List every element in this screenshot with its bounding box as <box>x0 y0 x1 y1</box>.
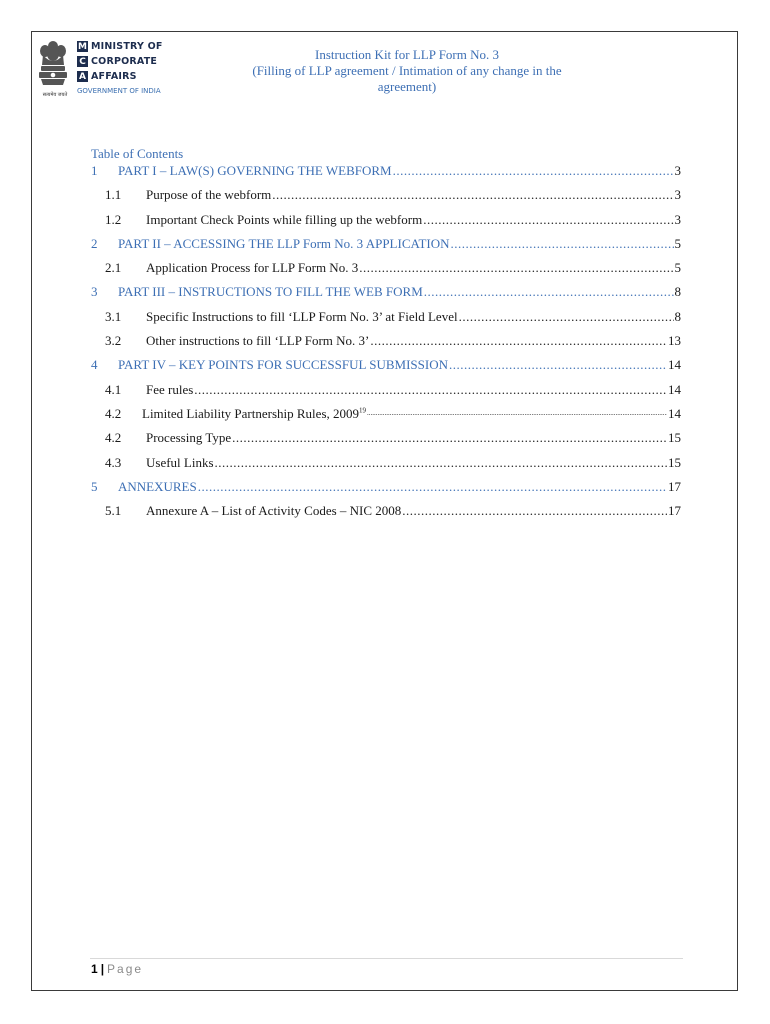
mca-word: CORPORATE <box>91 56 158 67</box>
dot-leader <box>451 236 674 252</box>
toc-entry-title: Fee rules <box>146 381 194 397</box>
footer-separator: | <box>100 962 105 976</box>
footnote-reference: 19 <box>359 406 367 415</box>
toc-entry[interactable] <box>91 309 681 333</box>
document-page <box>31 31 738 991</box>
toc-entry-number: 5 <box>91 478 98 494</box>
toc-entry-title <box>142 406 366 422</box>
toc-entry-title: Specific Instructions to fill ‘LLP Form No. 3’ at Field Level <box>146 308 458 324</box>
toc-entry-number: 2.1 <box>105 260 122 276</box>
toc-entry-page: 8 <box>674 284 681 300</box>
toc-entry-number: 4.3 <box>105 454 122 470</box>
toc-entry[interactable] <box>91 187 681 211</box>
toc-entry-title-text: Limited Liability Partnership Rules, 2009 <box>142 405 360 421</box>
table-of-contents <box>91 163 681 527</box>
toc-entry-page: 3 <box>674 187 681 203</box>
title-line: agreement) <box>377 79 437 94</box>
page-label: Page <box>107 962 144 976</box>
toc-entry-title: Application Process for LLP Form No. 3 <box>146 260 359 276</box>
toc-entry-page: 17 <box>668 478 681 494</box>
page-footer <box>91 962 143 976</box>
toc-entry-number: 3.2 <box>105 333 122 349</box>
toc-entry-number: 4.2 <box>105 405 122 421</box>
dot-leader <box>449 357 667 373</box>
dot-leader <box>402 503 667 519</box>
toc-entry-title: ANNEXURES <box>118 478 197 494</box>
mca-line <box>77 55 163 68</box>
dot-leader <box>367 406 667 422</box>
toc-entry-number: 5.1 <box>105 503 122 519</box>
toc-entry-number: 1 <box>91 163 98 178</box>
toc-entry-page: 15 <box>668 430 681 446</box>
toc-entry-number: 3.1 <box>105 308 122 324</box>
toc-entry-page: 3 <box>674 211 681 227</box>
mca-letter-box: C <box>77 56 88 67</box>
toc-entry-title: PART II – ACCESSING THE LLP Form No. 3 APPLICATION <box>118 235 450 251</box>
government-of-india-label: GOVERNMENT OF INDIA <box>77 87 161 95</box>
mca-line <box>77 40 163 53</box>
dot-leader <box>423 212 673 228</box>
mca-letter-box: M <box>78 41 87 52</box>
mca-line <box>77 70 163 83</box>
toc-entry[interactable] <box>91 260 681 284</box>
toc-entry[interactable] <box>91 382 681 406</box>
page-number: 1 <box>91 962 98 976</box>
dot-leader <box>215 455 667 471</box>
toc-entry-page: 17 <box>668 503 681 519</box>
toc-entry-page: 13 <box>668 333 681 349</box>
toc-entry-page: 14 <box>668 405 681 421</box>
mca-wordmark <box>77 40 163 85</box>
toc-entry-page: 3 <box>674 163 681 178</box>
toc-entry[interactable] <box>91 406 681 430</box>
dot-leader <box>194 382 667 398</box>
toc-entry[interactable] <box>91 236 681 260</box>
mca-letter-box: A <box>77 71 88 82</box>
emblem-caption: सत्यमेव जयते <box>42 92 68 98</box>
toc-entry[interactable] <box>91 333 681 357</box>
toc-entry[interactable] <box>91 163 681 187</box>
document-title <box>232 47 582 95</box>
toc-entry[interactable] <box>91 455 681 479</box>
dot-leader <box>459 309 674 325</box>
title-line: (Filling of LLP agreement / Intimation of any change in the <box>252 63 562 78</box>
dot-leader <box>424 284 674 300</box>
toc-entry-title: Processing Type <box>146 430 232 446</box>
national-emblem-icon <box>35 37 71 99</box>
toc-entry-title: Important Check Points while filling up the webform <box>146 211 423 227</box>
toc-entry-page: 5 <box>674 235 681 251</box>
toc-entry-title: Useful Links <box>146 454 214 470</box>
toc-entry-page: 5 <box>674 260 681 276</box>
toc-entry-page: 8 <box>674 308 681 324</box>
dot-leader <box>272 187 673 203</box>
toc-entry-title: PART IV – KEY POINTS FOR SUCCESSFUL SUBMISSION <box>118 357 448 373</box>
mca-logo <box>35 37 170 99</box>
footer-divider <box>90 958 683 959</box>
toc-entry-number: 4 <box>91 357 98 373</box>
dot-leader <box>359 260 673 276</box>
toc-entry[interactable] <box>91 357 681 381</box>
toc-entry-page: 14 <box>668 357 681 373</box>
dot-leader <box>232 430 667 446</box>
toc-entry-title: Purpose of the webform <box>146 187 272 203</box>
dot-leader <box>198 479 667 495</box>
toc-entry-title: Annexure A – List of Activity Codes – NIC 2008 <box>146 503 402 519</box>
dot-leader <box>370 333 667 349</box>
title-line: Instruction Kit for LLP Form No. 3 <box>314 47 500 62</box>
toc-entry[interactable] <box>91 503 681 527</box>
toc-entry-number: 3 <box>91 284 98 300</box>
mca-word: MINISTRY OF <box>91 41 163 52</box>
toc-entry-page: 14 <box>668 381 681 397</box>
toc-entry-title: Other instructions to fill ‘LLP Form No. 3’ <box>146 333 370 349</box>
mca-word: AFFAIRS <box>91 71 137 82</box>
toc-entry-title: PART III – INSTRUCTIONS TO FILL THE WEB FORM <box>118 284 423 300</box>
toc-entry[interactable] <box>91 430 681 454</box>
toc-entry[interactable] <box>91 212 681 236</box>
toc-entry-number: 4.1 <box>105 381 122 397</box>
toc-entry-number: 2 <box>91 235 98 251</box>
toc-entry-title: PART I – LAW(S) GOVERNING THE WEBFORM <box>118 163 392 178</box>
toc-entry-number: 1.1 <box>105 187 122 203</box>
toc-entry[interactable] <box>91 284 681 308</box>
toc-entry-page: 15 <box>668 454 681 470</box>
toc-heading: Table of Contents <box>91 146 184 161</box>
toc-entry-number: 4.2 <box>105 430 122 446</box>
toc-entry[interactable] <box>91 479 681 503</box>
dot-leader <box>393 163 674 179</box>
toc-entry-number: 1.2 <box>105 211 122 227</box>
